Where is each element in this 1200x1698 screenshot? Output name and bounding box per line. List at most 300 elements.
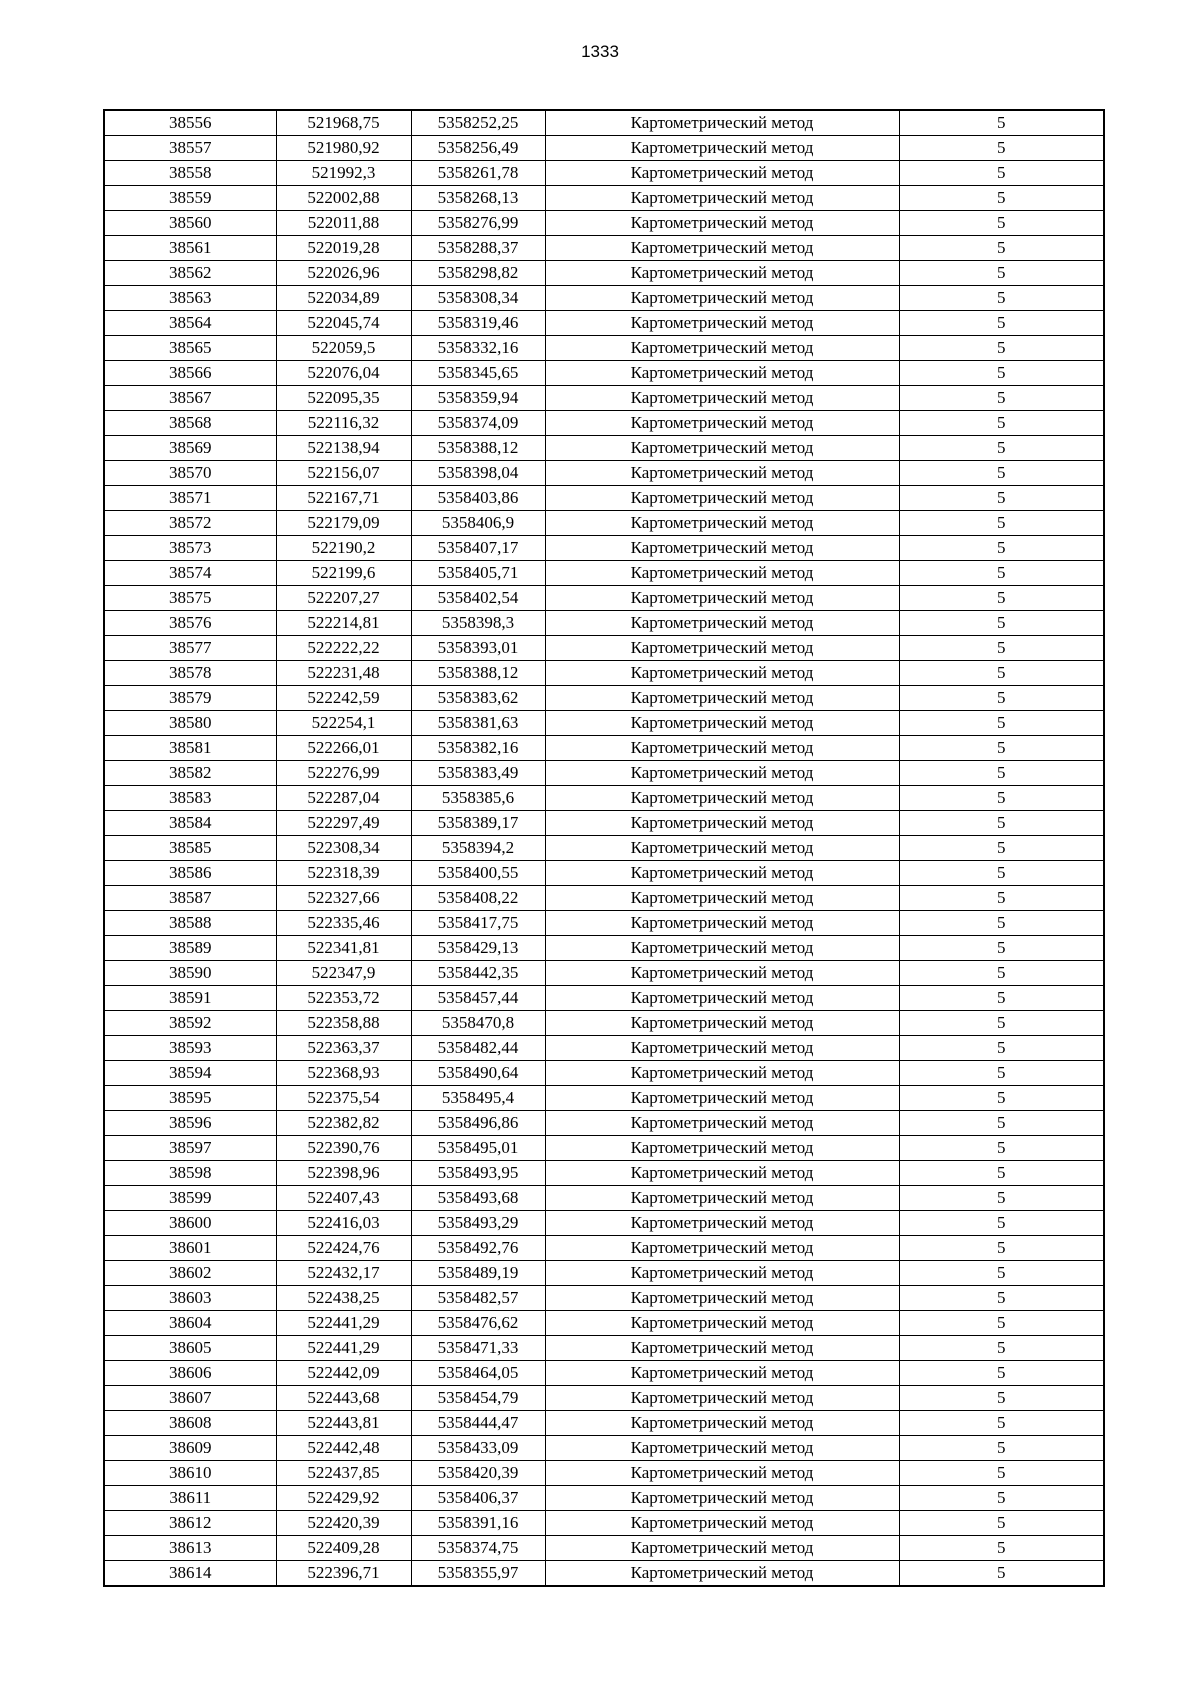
y-coordinate-cell: 5358471,33 [411, 1336, 545, 1361]
point-number-cell: 38605 [104, 1336, 276, 1361]
table-row [104, 936, 1104, 961]
method-cell: Картометрический метод [545, 286, 899, 311]
y-coordinate-cell: 5358495,01 [411, 1136, 545, 1161]
method-cell: Картометрический метод [545, 1436, 899, 1461]
point-number-cell: 38574 [104, 561, 276, 586]
accuracy-cell: 5 [899, 1311, 1104, 1336]
method-cell: Картометрический метод [545, 561, 899, 586]
y-coordinate-cell: 5358393,01 [411, 636, 545, 661]
table-row [104, 461, 1104, 486]
x-coordinate-cell: 522443,68 [276, 1386, 411, 1411]
accuracy-cell: 5 [899, 361, 1104, 386]
x-coordinate-cell: 522287,04 [276, 786, 411, 811]
table-row [104, 1436, 1104, 1461]
x-coordinate-cell: 522441,29 [276, 1336, 411, 1361]
table-row [104, 1211, 1104, 1236]
y-coordinate-cell: 5358276,99 [411, 211, 545, 236]
table-row [104, 786, 1104, 811]
table-row [104, 1286, 1104, 1311]
y-coordinate-cell: 5358383,62 [411, 686, 545, 711]
method-cell: Картометрический метод [545, 761, 899, 786]
method-cell: Картометрический метод [545, 1011, 899, 1036]
accuracy-cell: 5 [899, 1436, 1104, 1461]
y-coordinate-cell: 5358389,17 [411, 811, 545, 836]
table-row [104, 536, 1104, 561]
y-coordinate-cell: 5358385,6 [411, 786, 545, 811]
table-row [104, 1486, 1104, 1511]
accuracy-cell: 5 [899, 1511, 1104, 1536]
x-coordinate-cell: 522432,17 [276, 1261, 411, 1286]
y-coordinate-cell: 5358417,75 [411, 911, 545, 936]
point-number-cell: 38562 [104, 261, 276, 286]
point-number-cell: 38601 [104, 1236, 276, 1261]
point-number-cell: 38596 [104, 1111, 276, 1136]
point-number-cell: 38583 [104, 786, 276, 811]
accuracy-cell: 5 [899, 311, 1104, 336]
point-number-cell: 38561 [104, 236, 276, 261]
method-cell: Картометрический метод [545, 1561, 899, 1587]
accuracy-cell: 5 [899, 186, 1104, 211]
x-coordinate-cell: 522363,37 [276, 1036, 411, 1061]
accuracy-cell: 5 [899, 436, 1104, 461]
point-number-cell: 38587 [104, 886, 276, 911]
accuracy-cell: 5 [899, 1386, 1104, 1411]
accuracy-cell: 5 [899, 786, 1104, 811]
point-number-cell: 38565 [104, 336, 276, 361]
point-number-cell: 38611 [104, 1486, 276, 1511]
accuracy-cell: 5 [899, 1236, 1104, 1261]
y-coordinate-cell: 5358495,4 [411, 1086, 545, 1111]
method-cell: Картометрический метод [545, 1136, 899, 1161]
table-row [104, 1061, 1104, 1086]
table-row [104, 1086, 1104, 1111]
accuracy-cell: 5 [899, 636, 1104, 661]
y-coordinate-cell: 5358355,97 [411, 1561, 545, 1587]
method-cell: Картометрический метод [545, 811, 899, 836]
x-coordinate-cell: 522358,88 [276, 1011, 411, 1036]
accuracy-cell: 5 [899, 286, 1104, 311]
x-coordinate-cell: 522207,27 [276, 586, 411, 611]
y-coordinate-cell: 5358345,65 [411, 361, 545, 386]
x-coordinate-cell: 522341,81 [276, 936, 411, 961]
method-cell: Картометрический метод [545, 1511, 899, 1536]
method-cell: Картометрический метод [545, 461, 899, 486]
x-coordinate-cell: 522222,22 [276, 636, 411, 661]
accuracy-cell: 5 [899, 1286, 1104, 1311]
table-row [104, 1111, 1104, 1136]
accuracy-cell: 5 [899, 1461, 1104, 1486]
accuracy-cell: 5 [899, 961, 1104, 986]
method-cell: Картометрический метод [545, 586, 899, 611]
method-cell: Картометрический метод [545, 1111, 899, 1136]
accuracy-cell: 5 [899, 1361, 1104, 1386]
point-number-cell: 38579 [104, 686, 276, 711]
y-coordinate-cell: 5358493,68 [411, 1186, 545, 1211]
x-coordinate-cell: 522409,28 [276, 1536, 411, 1561]
point-number-cell: 38575 [104, 586, 276, 611]
table-row [104, 561, 1104, 586]
method-cell: Картометрический метод [545, 1036, 899, 1061]
method-cell: Картометрический метод [545, 1086, 899, 1111]
table-row [104, 1261, 1104, 1286]
method-cell: Картометрический метод [545, 361, 899, 386]
table-row [104, 711, 1104, 736]
point-number-cell: 38603 [104, 1286, 276, 1311]
y-coordinate-cell: 5358391,16 [411, 1511, 545, 1536]
table-row [104, 1186, 1104, 1211]
y-coordinate-cell: 5358444,47 [411, 1411, 545, 1436]
y-coordinate-cell: 5358381,63 [411, 711, 545, 736]
accuracy-cell: 5 [899, 1036, 1104, 1061]
y-coordinate-cell: 5358482,44 [411, 1036, 545, 1061]
accuracy-cell: 5 [899, 761, 1104, 786]
accuracy-cell: 5 [899, 1561, 1104, 1587]
method-cell: Картометрический метод [545, 236, 899, 261]
point-number-cell: 38589 [104, 936, 276, 961]
accuracy-cell: 5 [899, 611, 1104, 636]
y-coordinate-cell: 5358400,55 [411, 861, 545, 886]
method-cell: Картометрический метод [545, 1361, 899, 1386]
accuracy-cell: 5 [899, 911, 1104, 936]
method-cell: Картометрический метод [545, 1486, 899, 1511]
accuracy-cell: 5 [899, 561, 1104, 586]
accuracy-cell: 5 [899, 711, 1104, 736]
table-row [104, 1561, 1104, 1587]
accuracy-cell: 5 [899, 1186, 1104, 1211]
method-cell: Картометрический метод [545, 961, 899, 986]
table-row [104, 1136, 1104, 1161]
table-row [104, 661, 1104, 686]
point-number-cell: 38571 [104, 486, 276, 511]
accuracy-cell: 5 [899, 511, 1104, 536]
table-row [104, 1461, 1104, 1486]
point-number-cell: 38559 [104, 186, 276, 211]
table-row [104, 986, 1104, 1011]
x-coordinate-cell: 522420,39 [276, 1511, 411, 1536]
method-cell: Картометрический метод [545, 836, 899, 861]
point-number-cell: 38610 [104, 1461, 276, 1486]
table-row [104, 286, 1104, 311]
accuracy-cell: 5 [899, 110, 1104, 136]
x-coordinate-cell: 522045,74 [276, 311, 411, 336]
table-row [104, 261, 1104, 286]
table-row [104, 211, 1104, 236]
table-row [104, 1361, 1104, 1386]
x-coordinate-cell: 522438,25 [276, 1286, 411, 1311]
method-cell: Картометрический метод [545, 1336, 899, 1361]
y-coordinate-cell: 5358308,34 [411, 286, 545, 311]
table-row [104, 411, 1104, 436]
method-cell: Картометрический метод [545, 1286, 899, 1311]
x-coordinate-cell: 522353,72 [276, 986, 411, 1011]
table-row [104, 311, 1104, 336]
method-cell: Картометрический метод [545, 1411, 899, 1436]
accuracy-cell: 5 [899, 1536, 1104, 1561]
table-row [104, 636, 1104, 661]
x-coordinate-cell: 522254,1 [276, 711, 411, 736]
table-row [104, 1161, 1104, 1186]
table-row [104, 110, 1104, 136]
accuracy-cell: 5 [899, 1211, 1104, 1236]
method-cell: Картометрический метод [545, 261, 899, 286]
point-number-cell: 38614 [104, 1561, 276, 1587]
y-coordinate-cell: 5358406,9 [411, 511, 545, 536]
x-coordinate-cell: 522398,96 [276, 1161, 411, 1186]
point-number-cell: 38598 [104, 1161, 276, 1186]
method-cell: Картометрический метод [545, 411, 899, 436]
accuracy-cell: 5 [899, 936, 1104, 961]
method-cell: Картометрический метод [545, 636, 899, 661]
method-cell: Картометрический метод [545, 436, 899, 461]
table-row [104, 761, 1104, 786]
method-cell: Картометрический метод [545, 736, 899, 761]
point-number-cell: 38588 [104, 911, 276, 936]
x-coordinate-cell: 522242,59 [276, 686, 411, 711]
x-coordinate-cell: 521980,92 [276, 136, 411, 161]
accuracy-cell: 5 [899, 211, 1104, 236]
method-cell: Картометрический метод [545, 186, 899, 211]
y-coordinate-cell: 5358261,78 [411, 161, 545, 186]
x-coordinate-cell: 522382,82 [276, 1111, 411, 1136]
x-coordinate-cell: 522002,88 [276, 186, 411, 211]
method-cell: Картометрический метод [545, 1261, 899, 1286]
accuracy-cell: 5 [899, 236, 1104, 261]
y-coordinate-cell: 5358388,12 [411, 436, 545, 461]
y-coordinate-cell: 5358406,37 [411, 1486, 545, 1511]
y-coordinate-cell: 5358383,49 [411, 761, 545, 786]
x-coordinate-cell: 522327,66 [276, 886, 411, 911]
x-coordinate-cell: 522416,03 [276, 1211, 411, 1236]
x-coordinate-cell: 522335,46 [276, 911, 411, 936]
y-coordinate-cell: 5358374,09 [411, 411, 545, 436]
accuracy-cell: 5 [899, 1111, 1104, 1136]
table-row [104, 486, 1104, 511]
table-row [104, 686, 1104, 711]
x-coordinate-cell: 522297,49 [276, 811, 411, 836]
y-coordinate-cell: 5358482,57 [411, 1286, 545, 1311]
table-row [104, 161, 1104, 186]
method-cell: Картометрический метод [545, 386, 899, 411]
y-coordinate-cell: 5358407,17 [411, 536, 545, 561]
y-coordinate-cell: 5358268,13 [411, 186, 545, 211]
table-row [104, 1036, 1104, 1061]
y-coordinate-cell: 5358476,62 [411, 1311, 545, 1336]
point-number-cell: 38613 [104, 1536, 276, 1561]
table-row [104, 186, 1104, 211]
y-coordinate-cell: 5358256,49 [411, 136, 545, 161]
point-number-cell: 38578 [104, 661, 276, 686]
y-coordinate-cell: 5358252,25 [411, 110, 545, 136]
point-number-cell: 38557 [104, 136, 276, 161]
point-number-cell: 38581 [104, 736, 276, 761]
y-coordinate-cell: 5358394,2 [411, 836, 545, 861]
point-number-cell: 38600 [104, 1211, 276, 1236]
x-coordinate-cell: 522368,93 [276, 1061, 411, 1086]
x-coordinate-cell: 522442,48 [276, 1436, 411, 1461]
y-coordinate-cell: 5358398,04 [411, 461, 545, 486]
table-row [104, 1386, 1104, 1411]
y-coordinate-cell: 5358464,05 [411, 1361, 545, 1386]
y-coordinate-cell: 5358429,13 [411, 936, 545, 961]
accuracy-cell: 5 [899, 1061, 1104, 1086]
point-number-cell: 38607 [104, 1386, 276, 1411]
table-row [104, 861, 1104, 886]
table-row [104, 136, 1104, 161]
accuracy-cell: 5 [899, 536, 1104, 561]
table-row [104, 736, 1104, 761]
table-row [104, 886, 1104, 911]
table-row [104, 511, 1104, 536]
point-number-cell: 38590 [104, 961, 276, 986]
x-coordinate-cell: 522214,81 [276, 611, 411, 636]
x-coordinate-cell: 522011,88 [276, 211, 411, 236]
table-row [104, 236, 1104, 261]
method-cell: Картометрический метод [545, 611, 899, 636]
accuracy-cell: 5 [899, 986, 1104, 1011]
point-number-cell: 38609 [104, 1436, 276, 1461]
x-coordinate-cell: 522407,43 [276, 1186, 411, 1211]
x-coordinate-cell: 522034,89 [276, 286, 411, 311]
accuracy-cell: 5 [899, 161, 1104, 186]
table-row [104, 1411, 1104, 1436]
x-coordinate-cell: 522190,2 [276, 536, 411, 561]
x-coordinate-cell: 522231,48 [276, 661, 411, 686]
point-number-cell: 38608 [104, 1411, 276, 1436]
point-number-cell: 38567 [104, 386, 276, 411]
y-coordinate-cell: 5358332,16 [411, 336, 545, 361]
method-cell: Картометрический метод [545, 1461, 899, 1486]
accuracy-cell: 5 [899, 336, 1104, 361]
accuracy-cell: 5 [899, 1261, 1104, 1286]
table-row [104, 1011, 1104, 1036]
y-coordinate-cell: 5358496,86 [411, 1111, 545, 1136]
accuracy-cell: 5 [899, 586, 1104, 611]
y-coordinate-cell: 5358403,86 [411, 486, 545, 511]
table-row [104, 836, 1104, 861]
x-coordinate-cell: 522138,94 [276, 436, 411, 461]
accuracy-cell: 5 [899, 1161, 1104, 1186]
method-cell: Картометрический метод [545, 1211, 899, 1236]
y-coordinate-cell: 5358398,3 [411, 611, 545, 636]
y-coordinate-cell: 5358433,09 [411, 1436, 545, 1461]
table-row [104, 1511, 1104, 1536]
x-coordinate-cell: 522347,9 [276, 961, 411, 986]
x-coordinate-cell: 522076,04 [276, 361, 411, 386]
point-number-cell: 38584 [104, 811, 276, 836]
point-number-cell: 38564 [104, 311, 276, 336]
accuracy-cell: 5 [899, 1336, 1104, 1361]
x-coordinate-cell: 522390,76 [276, 1136, 411, 1161]
method-cell: Картометрический метод [545, 786, 899, 811]
method-cell: Картометрический метод [545, 136, 899, 161]
y-coordinate-cell: 5358382,16 [411, 736, 545, 761]
accuracy-cell: 5 [899, 736, 1104, 761]
method-cell: Картометрический метод [545, 1536, 899, 1561]
point-number-cell: 38576 [104, 611, 276, 636]
x-coordinate-cell: 522441,29 [276, 1311, 411, 1336]
x-coordinate-cell: 522199,6 [276, 561, 411, 586]
method-cell: Картометрический метод [545, 1386, 899, 1411]
accuracy-cell: 5 [899, 886, 1104, 911]
table-row [104, 1336, 1104, 1361]
method-cell: Картометрический метод [545, 336, 899, 361]
y-coordinate-cell: 5358442,35 [411, 961, 545, 986]
table-row [104, 811, 1104, 836]
y-coordinate-cell: 5358454,79 [411, 1386, 545, 1411]
method-cell: Картометрический метод [545, 861, 899, 886]
accuracy-cell: 5 [899, 461, 1104, 486]
point-number-cell: 38573 [104, 536, 276, 561]
page-number: 1333 [581, 42, 619, 61]
x-coordinate-cell: 522424,76 [276, 1236, 411, 1261]
accuracy-cell: 5 [899, 1486, 1104, 1511]
method-cell: Картометрический метод [545, 1311, 899, 1336]
table-row [104, 1536, 1104, 1561]
x-coordinate-cell: 522026,96 [276, 261, 411, 286]
point-number-cell: 38556 [104, 110, 276, 136]
point-number-cell: 38580 [104, 711, 276, 736]
accuracy-cell: 5 [899, 486, 1104, 511]
table-row [104, 436, 1104, 461]
table-row [104, 386, 1104, 411]
accuracy-cell: 5 [899, 686, 1104, 711]
x-coordinate-cell: 522095,35 [276, 386, 411, 411]
method-cell: Картометрический метод [545, 911, 899, 936]
coordinates-table [103, 109, 1105, 1587]
y-coordinate-cell: 5358405,71 [411, 561, 545, 586]
point-number-cell: 38585 [104, 836, 276, 861]
x-coordinate-cell: 522443,81 [276, 1411, 411, 1436]
x-coordinate-cell: 522396,71 [276, 1561, 411, 1587]
method-cell: Картометрический метод [545, 686, 899, 711]
method-cell: Картометрический метод [545, 1161, 899, 1186]
point-number-cell: 38570 [104, 461, 276, 486]
x-coordinate-cell: 522156,07 [276, 461, 411, 486]
method-cell: Картометрический метод [545, 936, 899, 961]
point-number-cell: 38592 [104, 1011, 276, 1036]
coordinates-table-body [104, 110, 1104, 1586]
method-cell: Картометрический метод [545, 211, 899, 236]
method-cell: Картометрический метод [545, 1061, 899, 1086]
x-coordinate-cell: 521968,75 [276, 110, 411, 136]
x-coordinate-cell: 522276,99 [276, 761, 411, 786]
y-coordinate-cell: 5358319,46 [411, 311, 545, 336]
y-coordinate-cell: 5358374,75 [411, 1536, 545, 1561]
point-number-cell: 38560 [104, 211, 276, 236]
accuracy-cell: 5 [899, 861, 1104, 886]
y-coordinate-cell: 5358288,37 [411, 236, 545, 261]
x-coordinate-cell: 522437,85 [276, 1461, 411, 1486]
y-coordinate-cell: 5358490,64 [411, 1061, 545, 1086]
method-cell: Картометрический метод [545, 110, 899, 136]
point-number-cell: 38572 [104, 511, 276, 536]
y-coordinate-cell: 5358408,22 [411, 886, 545, 911]
table-row [104, 611, 1104, 636]
y-coordinate-cell: 5358298,82 [411, 261, 545, 286]
table-row [104, 361, 1104, 386]
y-coordinate-cell: 5358420,39 [411, 1461, 545, 1486]
x-coordinate-cell: 522019,28 [276, 236, 411, 261]
y-coordinate-cell: 5358492,76 [411, 1236, 545, 1261]
point-number-cell: 38612 [104, 1511, 276, 1536]
x-coordinate-cell: 522442,09 [276, 1361, 411, 1386]
accuracy-cell: 5 [899, 386, 1104, 411]
y-coordinate-cell: 5358457,44 [411, 986, 545, 1011]
point-number-cell: 38582 [104, 761, 276, 786]
accuracy-cell: 5 [899, 836, 1104, 861]
method-cell: Картометрический метод [545, 661, 899, 686]
accuracy-cell: 5 [899, 1411, 1104, 1436]
